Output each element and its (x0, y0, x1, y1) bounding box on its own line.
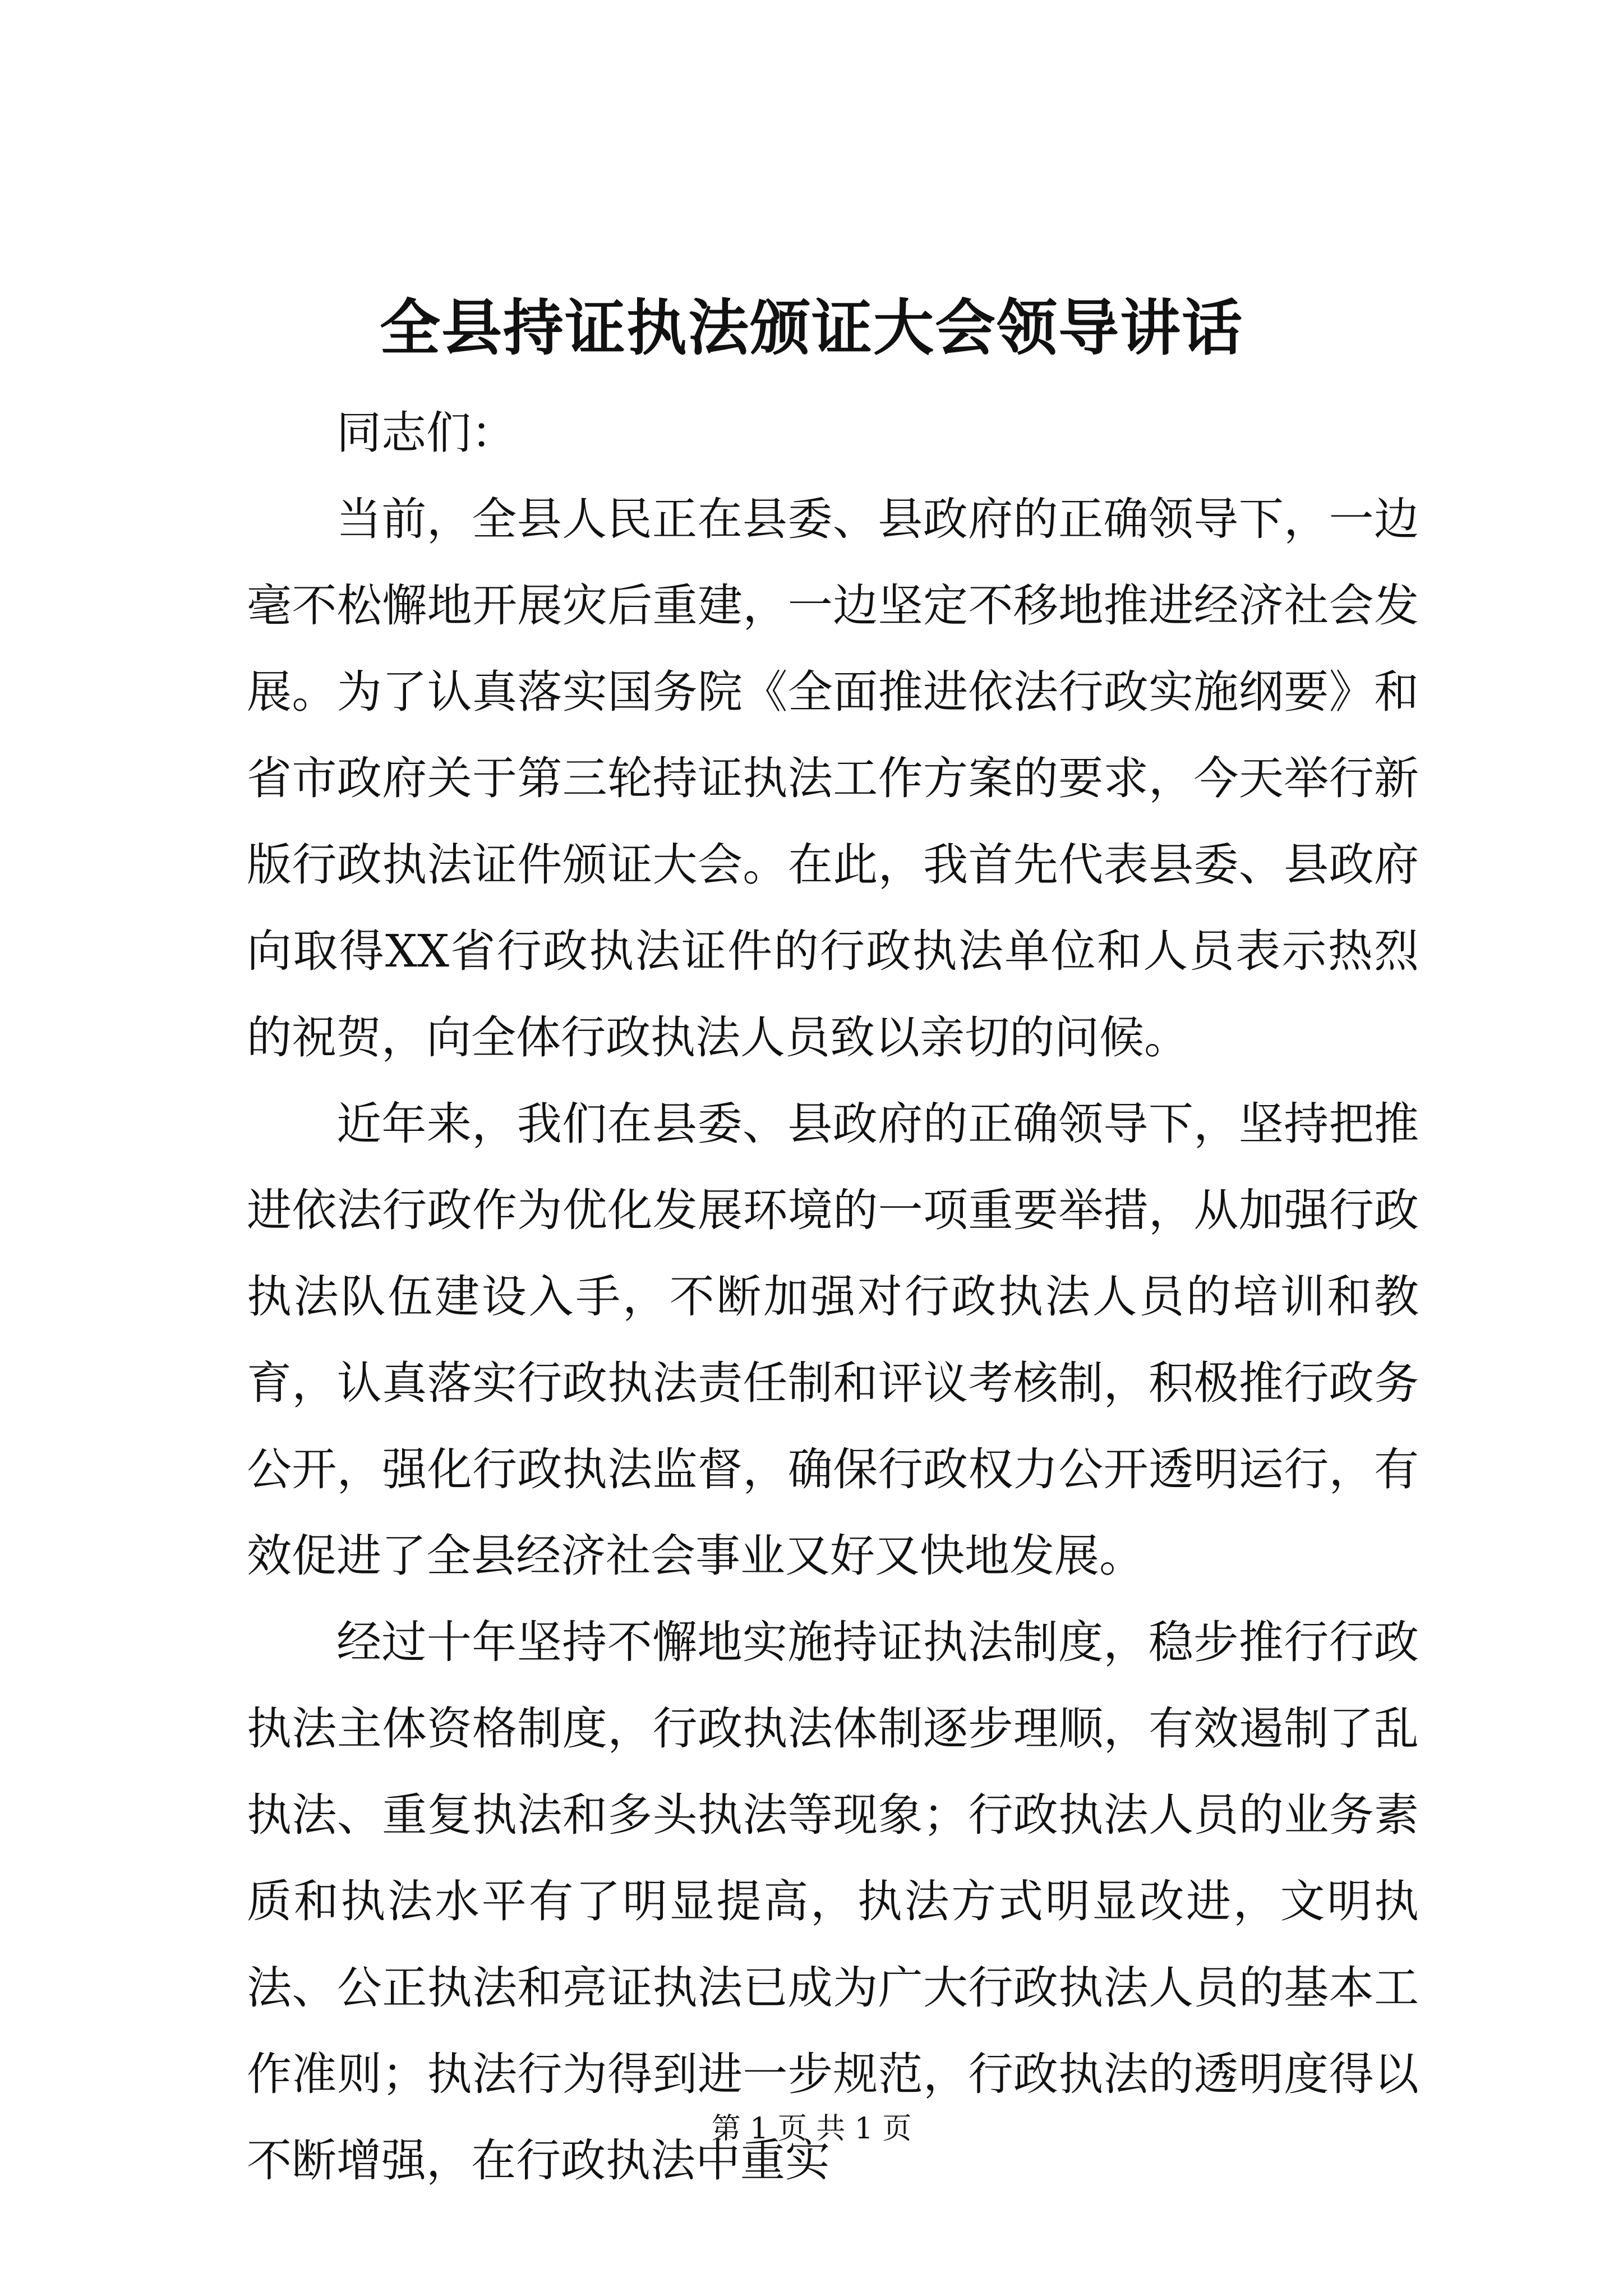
paragraph-1: 当前，全县人民正在县委、县政府的正确领导下，一边毫不松懈地开展灾后重建，一边坚定不移地推进经济社会发展。为了认真落实国务院《全面推进依法行政实施纲要》和省市政府关于第三轮持证执法工作方案的要求，今天举行新版行政执法证件颁证大会。在此，我首先代表县委、县政府向取得XX省行政执法证件的行政执法单位和人员表示热烈的祝贺，向全体行政执法人员致以亲切的问候。 (247, 493, 1419, 1064)
paragraph-3: 经过十年坚持不懈地实施持证执法制度，稳步推行行政执法主体资格制度，行政执法体制逐步理顺，有效遏制了乱执法、重复执法和多头执法等现象；行政执法人员的业务素质和执法水平有了明显提高，执法方式明显改进，文明执法、公正执法和亮证执法已成为广大行政执法人员的基本工作准则；执法行为得到进一步规范，行政执法的透明度得以不断增强，在行政执法中重实 (247, 1616, 1419, 2187)
paragraph-2: 近年来，我们在县委、县政府的正确领导下，坚持把推进依法行政作为优化发展环境的一项重要举措，从加强行政执法队伍建设入手，不断加强对行政执法人员的培训和教育，认真落实行政执法责任制和评议考核制，积极推行政务公开，强化行政执法监督，确保行政权力公开透明运行，有效促进了全县经济社会事业又好又快地发展。 (247, 1098, 1419, 1582)
document-title: 全县持证执法颁证大会领导讲话 (379, 293, 1243, 364)
paragraph-salutation: 同志们： (336, 407, 516, 459)
page-footer: 第 1 页 共 1 页 (711, 2112, 912, 2146)
document-body (247, 390, 1419, 2204)
